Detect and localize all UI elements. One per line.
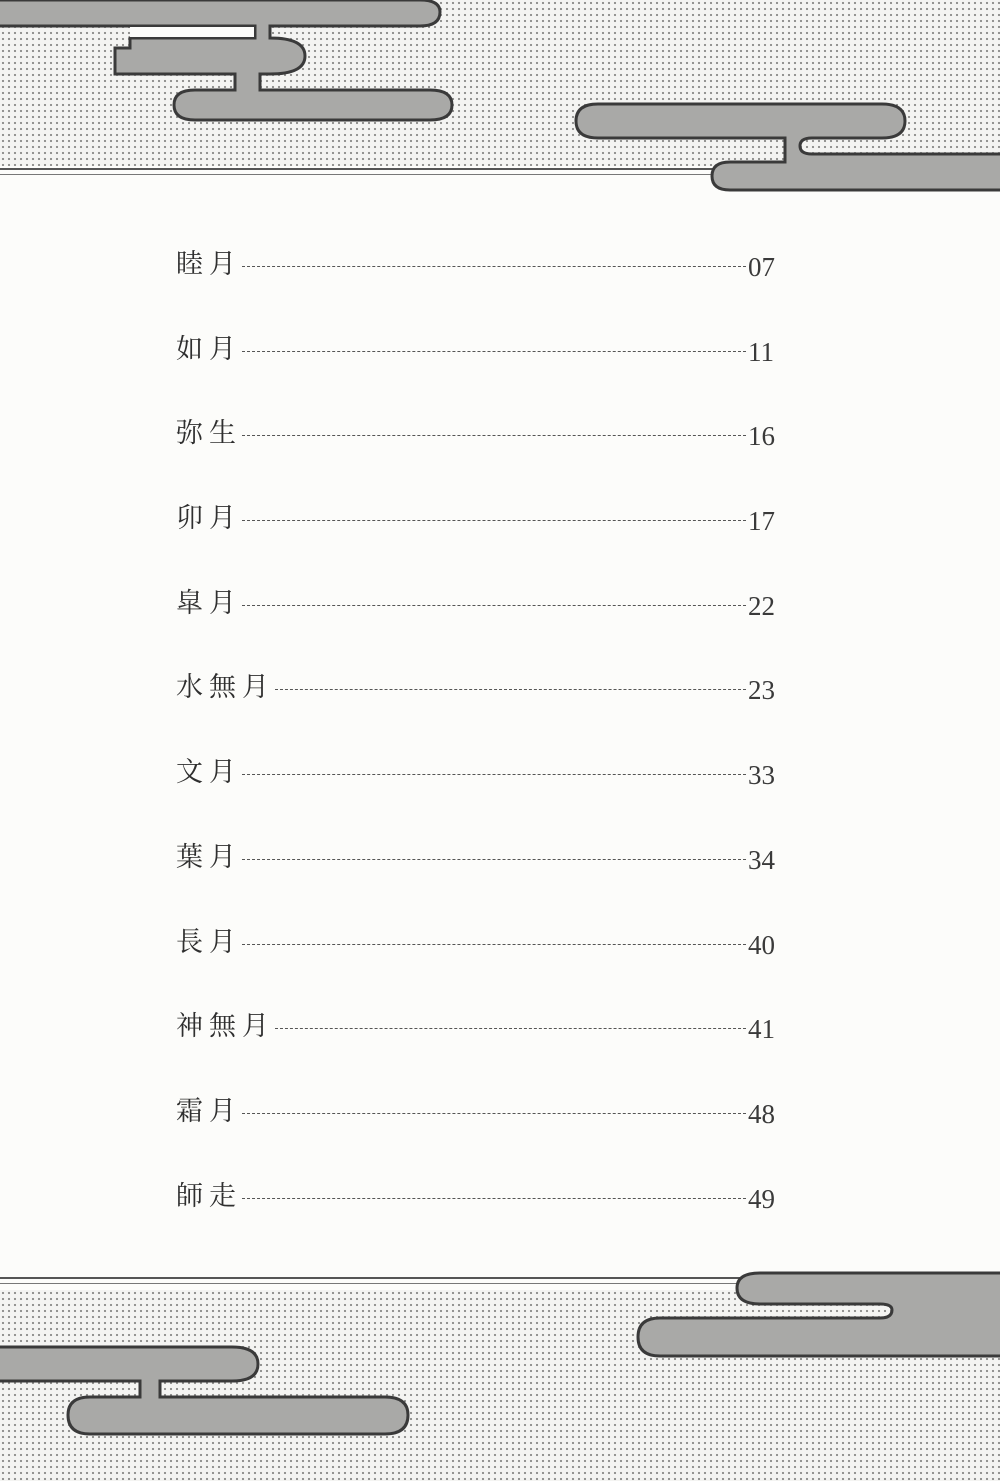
cloud-top-right-icon: [576, 104, 1000, 190]
toc-page-number: 34: [748, 844, 775, 875]
toc-leader-dots: [275, 663, 746, 690]
toc-title: 水無月: [176, 672, 275, 704]
toc-row-yayoi[interactable]: [176, 409, 786, 494]
toc-leader-dots: [242, 409, 746, 436]
toc-title: 如月: [176, 333, 242, 365]
toc-leader-dots: [242, 579, 746, 606]
toc-page-number: 41: [748, 1014, 775, 1045]
toc-leader-dots: [275, 1002, 746, 1029]
toc-title: 卯月: [176, 503, 242, 535]
toc-title: 文月: [176, 757, 242, 789]
table-of-contents: [176, 240, 786, 1256]
toc-row-fumizuki[interactable]: [176, 748, 786, 833]
toc-page-number: 17: [748, 506, 775, 537]
toc-title: 睦月: [176, 249, 242, 280]
toc-title: 神無月: [176, 1011, 275, 1043]
toc-row-uzuki[interactable]: [176, 494, 786, 579]
cloud-bottom-right-icon: [638, 1273, 1000, 1356]
toc-page-number: 33: [748, 760, 775, 791]
toc-title: 弥生: [176, 418, 242, 450]
toc-title: 師走: [176, 1180, 242, 1212]
cloud-top-left-icon: [0, 0, 452, 120]
toc-page-number: 07: [748, 252, 775, 282]
toc-row-shiwasu[interactable]: [176, 1172, 786, 1257]
toc-page-number: 22: [748, 590, 775, 621]
toc-leader-dots: [242, 494, 746, 521]
toc-row-hazuki[interactable]: [176, 833, 786, 918]
toc-row-nagatsuki[interactable]: [176, 918, 786, 1003]
toc-page-number: 48: [748, 1098, 775, 1129]
toc-leader-dots: [242, 1172, 746, 1199]
toc-leader-dots: [242, 325, 746, 352]
toc-row-kannazuki[interactable]: [176, 1002, 786, 1087]
toc-leader-dots: [242, 1087, 746, 1114]
toc-leader-dots: [242, 918, 746, 945]
toc-row-kisaragi[interactable]: [176, 325, 786, 410]
toc-leader-dots: [242, 240, 746, 267]
cloud-bottom-left-icon: [0, 1347, 408, 1434]
toc-page-number: 16: [748, 421, 775, 452]
toc-page-number: 11: [748, 336, 774, 367]
toc-row-mutsuki[interactable]: [176, 240, 786, 325]
toc-row-satsuki[interactable]: [176, 579, 786, 664]
toc-page-number: 49: [748, 1183, 775, 1214]
toc-row-minazuki[interactable]: [176, 663, 786, 748]
toc-leader-dots: [242, 833, 746, 860]
toc-title: 霜月: [176, 1095, 242, 1127]
toc-leader-dots: [242, 748, 746, 775]
toc-row-shimotsuki[interactable]: [176, 1087, 786, 1172]
toc-page-number: 23: [748, 675, 775, 706]
toc-title: 長月: [176, 926, 242, 958]
toc-title: 皐月: [176, 587, 242, 619]
toc-title: 葉月: [176, 841, 242, 873]
toc-page-number: 40: [748, 929, 775, 960]
